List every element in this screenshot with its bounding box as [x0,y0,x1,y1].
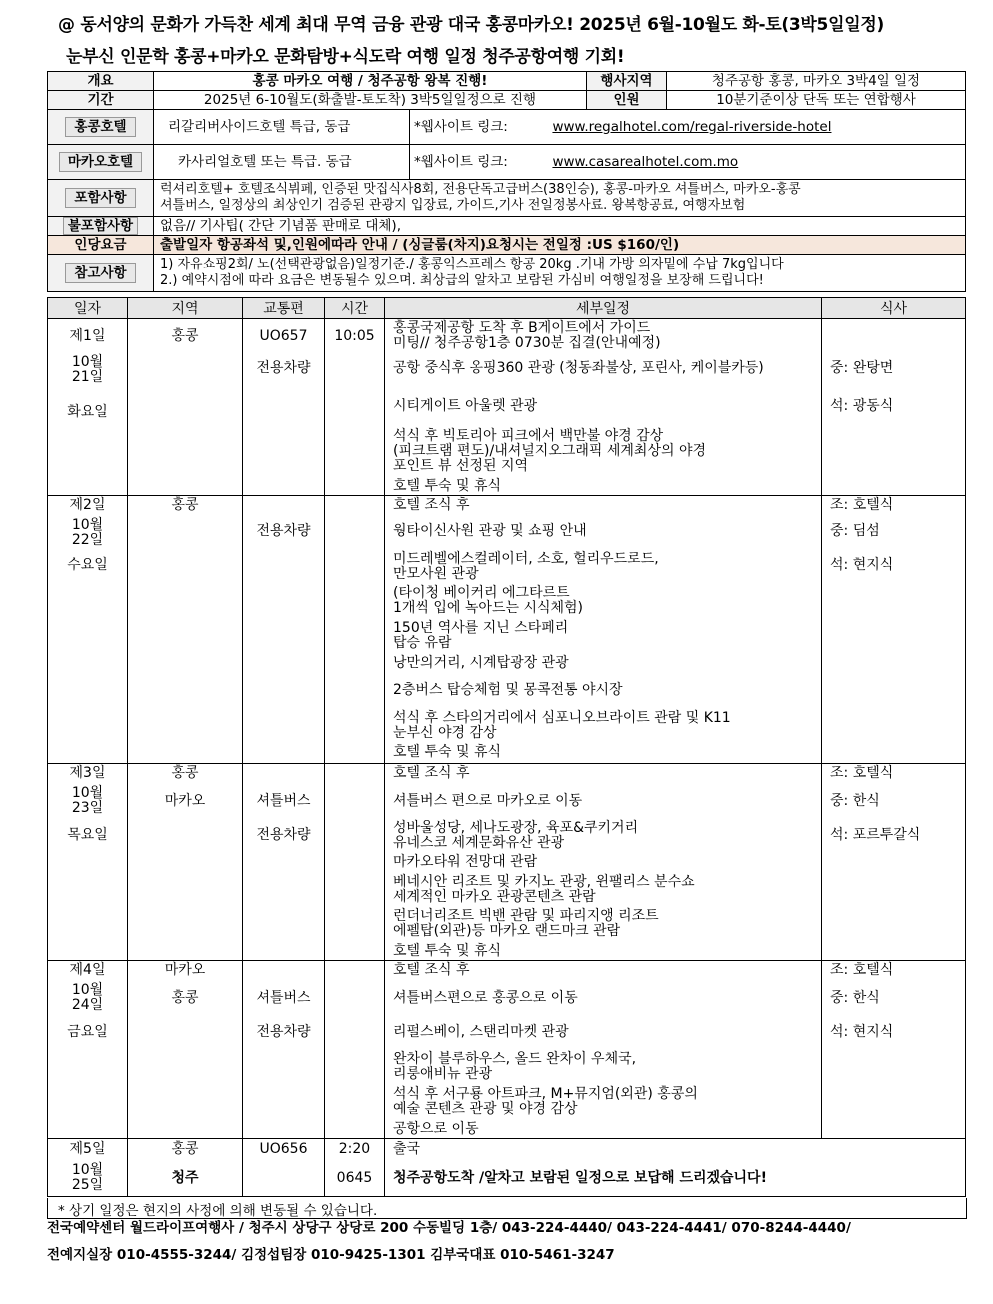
meal-item: 중: 한식 [830,990,880,1006]
time-text: 10:05 [334,328,375,344]
header-region: 지역 [128,298,243,319]
detail-item: 2층버스 탑승체험 및 몽콕전통 야시장 [393,682,623,698]
meal-item: 석: 현지식 [830,557,894,573]
mo-site-label: *웹사이트 링크: [414,154,508,170]
detail-item: 150년 역사를 지닌 스타페리 탑승 유람 [393,620,569,651]
detail-item: 출국 [393,1141,421,1157]
region-label: 행사지역 [587,72,667,91]
hk-site-link[interactable]: www.regalhotel.com/regal-riverside-hotel [552,119,832,135]
table-row [48,496,966,764]
day-label: 제4일 [69,962,106,978]
region-text: 홍콩 [171,765,199,781]
excl-label: 불포함사항 [63,217,138,235]
hk-hotel-value: 리갈리버사이드호텔 특급, 동급 [154,110,410,145]
day-month: 10월 [71,982,104,998]
info-table [47,71,966,292]
detail-item: 마카오타워 전망대 관람 [393,854,538,870]
incl-value-1: 럭셔리호텔+ 호텔조식뷔페, 인증된 맛집식사8회, 전용단독고급버스(38인승), 홍콩-마카오 셔틀버스, 마카오-홍콩 [160,182,801,197]
transport-text: 전용차량 [256,1024,311,1040]
mo-hotel-value: 카사리얼호텔 또는 특급. 동급 [154,145,410,180]
incl-value-2: 셔틀버스, 일정상의 최상인기 검증된 관광지 입장료, 가이드,기사 전일정봉사료. 왕복항공료, 여행자보험 [160,198,746,213]
detail-item: 완차이 블루하우스, 올드 완차이 우체국, 리룽애비뉴 관광 [393,1051,637,1082]
region-text: 청주 [171,1170,199,1186]
day-date: 24일 [71,997,104,1013]
note-value-1: 1) 자유쇼핑2회/ 노(선택관광없음)일정기준./ 홍콩익스프레스 항공 20kg .기내 가방 의자밑에 수납 7kg입니다 [160,257,784,272]
table-row [48,319,966,496]
transport-text: UO656 [259,1141,308,1157]
day-label: 제2일 [69,497,106,513]
detail-item: 웡타이신사원 관광 및 쇼핑 안내 [393,523,587,539]
day-date: 23일 [71,800,104,816]
detail-item: 셔틀버스 편으로 마카오로 이동 [393,793,583,809]
detail-item: 호텔 투숙 및 휴식 [393,943,502,959]
meal-item: 중: 한식 [830,793,880,809]
detail-item: 셔틀버스편으로 홍콩으로 이동 [393,990,578,1006]
detail-item: 미드레벨에스컬레이터, 소호, 헐리우드로드, 만모사원 관광 [393,551,659,582]
region-value: 청주공항 홍콩, 마카오 3박4일 일정 [667,72,966,91]
overview-label: 개요 [48,72,154,91]
day-date: 21일 [71,369,104,385]
mo-site-link[interactable]: www.casarealhotel.com.mo [552,154,739,170]
table-row [48,961,966,1139]
day-date: 22일 [71,532,104,548]
region-text: 홍콩 [171,990,199,1006]
mo-hotel-label: 마카오호텔 [59,152,142,172]
time-text: 2:20 [338,1141,371,1157]
region-text: 마카오 [164,793,206,809]
schedule-table [47,297,966,1197]
meal-item: 조: 호텔식 [830,497,894,513]
period-label: 기간 [48,91,154,110]
day-weekday: 목요일 [67,827,108,843]
detail-item: 청주공항도착 /알차고 보람된 일정으로 보답해 드리겠습니다! [393,1170,767,1186]
transport-text: 전용차량 [256,360,311,376]
transport-text: 셔틀버스 [256,990,311,1006]
detail-item: 리펄스베이, 스탠리마켓 관광 [393,1024,569,1040]
detail-item: 성바울성당, 세나도광장, 육포&쿠키거리 유네스코 세계문화유산 관광 [393,820,639,851]
title-line-1: @ 동서양의 문화가 가득찬 세계 최대 무역 금융 관광 대국 홍콩마카오! 2025년 6월-10월도 화-토(3박5일일정) [58,15,884,35]
day-month: 10월 [71,354,104,370]
day-label: 제1일 [69,328,106,344]
day-month: 10월 [71,785,104,801]
meal-item: 조: 호텔식 [830,765,894,781]
detail-item: 베네시안 리조트 및 카지노 관광, 윈팰리스 분수쇼 세계적인 마카오 관광콘텐츠 관람 [393,874,695,905]
incl-label: 포함사항 [65,188,135,208]
meal-item: 석: 현지식 [830,1024,894,1040]
header-transport: 교통편 [243,298,325,319]
table-row [48,1139,966,1197]
table-row [48,764,966,961]
people-value: 10분기준이상 단독 또는 연합행사 [667,91,966,110]
meal-item: 석: 광동식 [830,398,894,414]
detail-item: 호텔 조식 후 [393,962,470,978]
detail-item: 석식 후 스타의거리에서 심포니오브라이트 관람 및 K11 눈부신 야경 감상 [393,710,731,741]
transport-text: 셔틀버스 [256,793,311,809]
meal-item: 중: 완탕면 [830,360,894,376]
footnote: * 상기 일정은 현지의 사정에 의해 변동될 수 있습니다. [58,1203,378,1219]
detail-item: 석식 후 서구룡 아트파크, M+뮤지엄(외관) 홍콩의 예술 콘텐츠 관광 및 야경 감상 [393,1086,698,1117]
price-label: 인당요금 [48,236,154,255]
region-text: 마카오 [164,962,206,978]
transport-text: 전용차량 [256,827,311,843]
detail-item: 호텔 투숙 및 휴식 [393,744,502,760]
detail-item: 공항으로 이동 [393,1121,479,1137]
detail-item: 홍콩국제공항 도착 후 B게이트에서 가이드 미팅// 청주공항1층 0730분 집결(안내예정) [393,320,661,351]
day-weekday: 수요일 [67,557,108,573]
detail-item: 런더너리조트 빅밴 관람 및 파리지앵 리조트 에펠탑(외관)등 마카오 랜드마크 관람 [393,908,659,939]
day-month: 10월 [71,1162,104,1178]
detail-item: 석식 후 빅토리아 피크에서 백만불 야경 감상 (피크트램 편도)/내셔널지오그래픽 세계최상의 야경 포인트 뷰 선정된 지역 [393,428,706,474]
day-weekday: 화요일 [67,404,108,420]
hk-site-label: *웹사이트 링크: [414,119,508,135]
time-text: 0645 [336,1170,373,1186]
detail-item: 호텔 조식 후 [393,497,470,513]
note-label: 참고사항 [65,263,135,283]
header-time: 시간 [325,298,385,319]
note-value-2: 2.) 예약시점에 따라 요금은 변동될수 있으며. 최상급의 알차고 보람된 가심비 여행일정을 보장해 드립니다! [160,273,764,288]
detail-item: 공항 중식후 옹핑360 관광 (청동좌불상, 포린사, 케이블카등) [393,360,764,376]
period-value: 2025년 6-10월도(화출발-토도착) 3박5일일정으로 진행 [154,91,587,110]
excl-value: 없음// 기사팁( 간단 기념품 판매로 대체), [154,217,966,236]
meal-item: 석: 포르투갈식 [830,827,921,843]
day-label: 제5일 [69,1141,106,1157]
price-value: 출발일자 항공좌석 및,인원에따라 안내 / (싱글룸(차지)요청시는 전일정 :US $160/인) [154,236,966,255]
region-text: 홍콩 [171,328,199,344]
detail-item: 호텔 투숙 및 휴식 [393,478,502,494]
detail-item: 호텔 조식 후 [393,765,470,781]
meal-item: 중: 딤섬 [830,523,880,539]
transport-text: 전용차량 [256,523,311,539]
overview-value: 홍콩 마카오 여행 / 청주공항 왕복 진행! [154,72,587,91]
header-date: 일자 [48,298,128,319]
title-line-2: 눈부신 인문학 홍콩+마카오 문화탐방+식도락 여행 일정 청주공항여행 기회! [66,47,625,67]
region-text: 홍콩 [171,497,199,513]
hk-hotel-label: 홍콩호텔 [65,117,135,137]
day-date: 25일 [71,1177,104,1193]
contact-line-2: 전예지실장 010-4555-3244/ 김정섭팀장 010-9425-1301 김부국대표 010-5461-3247 [47,1247,615,1263]
detail-item: 낭만의거리, 시계탑광장 관광 [393,655,569,671]
day-month: 10월 [71,517,104,533]
detail-item: (타이청 베이커리 에그타르트 1개씩 입에 녹아드는 시식체험) [393,585,584,616]
transport-text: UO657 [259,328,308,344]
header-meals: 식사 [822,298,966,319]
detail-item: 시티게이트 아울렛 관광 [393,398,538,414]
people-label: 인원 [587,91,667,110]
day-label: 제3일 [69,765,106,781]
meal-item: 조: 호텔식 [830,962,894,978]
region-text: 홍콩 [171,1141,199,1157]
day-weekday: 금요일 [67,1024,108,1040]
header-details: 세부일정 [385,298,822,319]
contact-line-1: 전국예약센터 월드라이프여행사 / 청주시 상당구 상당로 200 수동빌딩 1층/ 043-224-4440/ 043-224-4441/ 070-8244-4440/ [47,1220,851,1236]
